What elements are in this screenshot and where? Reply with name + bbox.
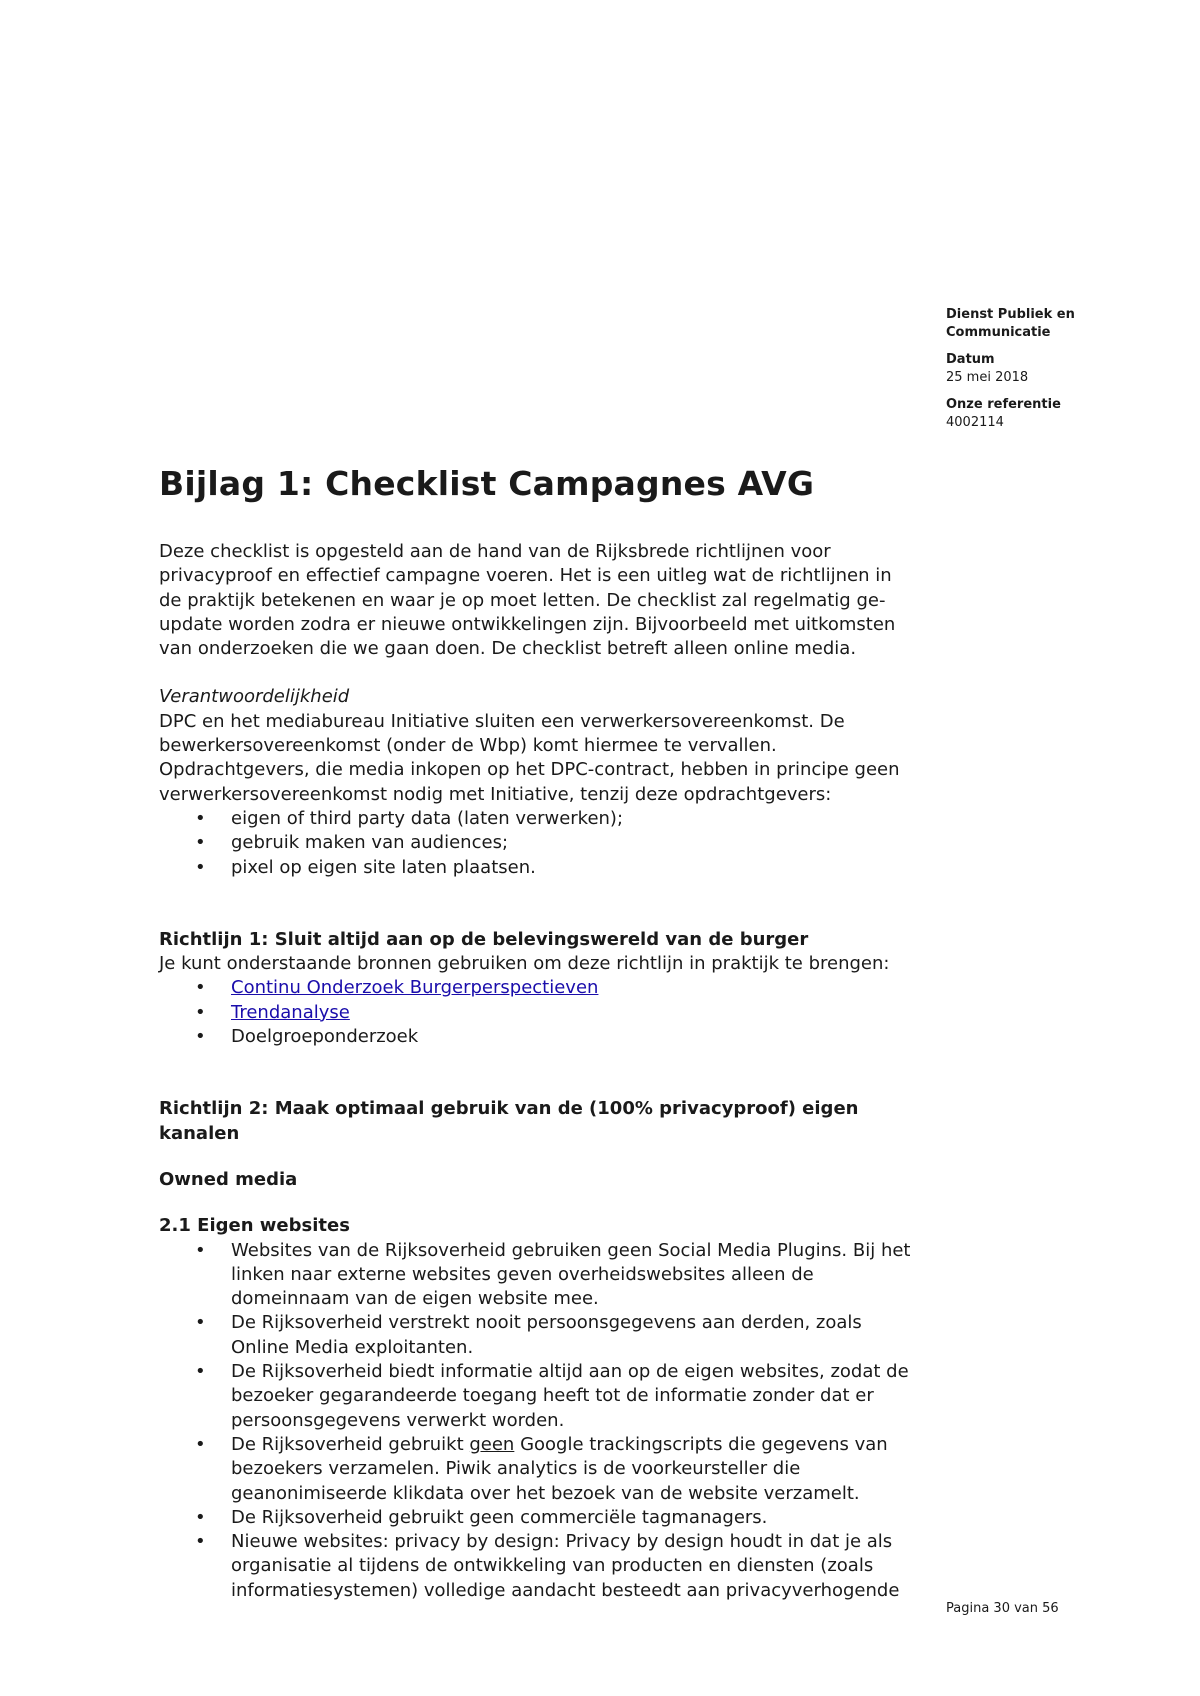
- bullet-icon: •: [195, 1312, 206, 1334]
- list-item: • De Rijksoverheid verstrekt nooit persoonsgegevens aan derden, zoals Online Media exploitanten.: [195, 1312, 862, 1358]
- list-item: • De Rijksoverheid biedt informatie altijd aan op de eigen websites, zodat de bezoeker gegarandeerde toegang heeft tot de informatie zonder dat er persoonsgegevens verwerkt worden.: [195, 1361, 909, 1431]
- reference-label: Onze referentie: [946, 397, 1061, 412]
- bullet-icon: •: [195, 1531, 206, 1553]
- list-item: [159, 1001, 919, 1025]
- list-item: • Nieuwe websites: privacy by design: Privacy by design houdt in dat je als organisatie al tijdens de ontwikkeling van producten en diensten (zoals informatiesystemen) volledige aandacht besteedt aan privacyverhogende: [195, 1531, 900, 1601]
- bullet-icon: •: [195, 1001, 206, 1023]
- list-item: • pixel op eigen site laten plaatsen.: [159, 856, 919, 880]
- document-body: [159, 462, 919, 1603]
- page-title: Bijlag 1: Checklist Campagnes AVG: [159, 464, 815, 503]
- reference-value: 4002114: [946, 415, 1004, 430]
- bullet-icon: •: [195, 832, 206, 854]
- list-item: • Doelgroeponderzoek: [159, 1025, 919, 1049]
- bullet-icon: •: [195, 1433, 206, 1455]
- page-number: Pagina 30 van 56: [946, 1601, 1059, 1616]
- list-item: • De Rijksoverheid gebruikt geen commerciële tagmanagers.: [159, 1506, 919, 1530]
- list-item: • Websites van de Rijksoverheid gebruiken geen Social Media Plugins. Bij het linken naar externe websites geven overheidswebsites alleen de domeinnaam van de eigen website mee.: [195, 1239, 911, 1310]
- bullet-icon: •: [195, 1026, 206, 1048]
- guideline-1-list: [159, 976, 919, 1049]
- document-meta-sidebar: [946, 306, 1186, 441]
- responsibility-heading: Verantwoordelijkheid: [159, 686, 350, 708]
- owned-media-heading: Owned media: [159, 1168, 298, 1190]
- list-item: • eigen of third party data (laten verwerken);: [159, 807, 919, 831]
- guideline-2-heading: Richtlijn 2: Maak optimaal gebruik van de (100% privacyproof) eigen kanalen: [159, 1098, 859, 1144]
- department-name: Dienst Publiek en Communicatie: [946, 307, 1075, 340]
- bullet-icon: •: [195, 1361, 206, 1383]
- intro-paragraph: Deze checklist is opgesteld aan de hand van de Rijksbrede richtlijnen voor privacyproof en effectief campagne voeren. Het is een uitleg wat de richtlijnen in de praktijk betekenen en waar je op moet letten. De checklist zal regelmatig ge-update worden zodra er nieuwe ontwikkelingen zijn. Bijvoorbeeld met uitkomsten van onderzoeken die we gaan doen. De checklist betreft alleen online media.: [159, 541, 896, 660]
- link-trendanalyse[interactable]: Trendanalyse: [231, 1001, 350, 1023]
- list-item: [159, 976, 919, 1000]
- responsibility-list: [159, 807, 919, 880]
- date-value: 25 mei 2018: [946, 370, 1029, 385]
- list-item: • gebruik maken van audiences;: [159, 831, 919, 855]
- bullet-icon: •: [195, 807, 206, 829]
- bullet-icon: •: [195, 856, 206, 878]
- link-continu-onderzoek[interactable]: Continu Onderzoek Burgerperspectieven: [231, 977, 599, 999]
- bullet-icon: •: [195, 1239, 206, 1261]
- date-label: Datum: [946, 352, 995, 367]
- bullet-icon: •: [195, 1506, 206, 1528]
- guideline-1-paragraph: Je kunt onderstaande bronnen gebruiken om deze richtlijn in praktijk te brengen:: [159, 953, 890, 975]
- bullet-icon: •: [195, 977, 206, 999]
- section-2-1-list: [159, 1239, 919, 1603]
- responsibility-paragraph: DPC en het mediabureau Initiative sluiten een verwerkersovereenkomst. De bewerkersovereenkomst (onder de Wbp) komt hiermee te vervallen. Opdrachtgevers, die media inkopen op het DPC-contract, hebben in principe geen verwerkersovereenkomst nodig met Initiative, tenzij deze opdrachtgevers:: [159, 710, 900, 805]
- guideline-1-heading: Richtlijn 1: Sluit altijd aan op de belevingswereld van de burger: [159, 928, 809, 950]
- section-2-1-heading: 2.1 Eigen websites: [159, 1215, 350, 1237]
- emphasis-geen: geen: [469, 1433, 515, 1455]
- list-item: • De Rijksoverheid gebruikt geen Google trackingscripts die gegevens van bezoekers verzamelen. Piwik analytics is de voorkeursteller die geanonimiseerde klikdata over het bezoek van de website verzamelt.: [195, 1433, 888, 1504]
